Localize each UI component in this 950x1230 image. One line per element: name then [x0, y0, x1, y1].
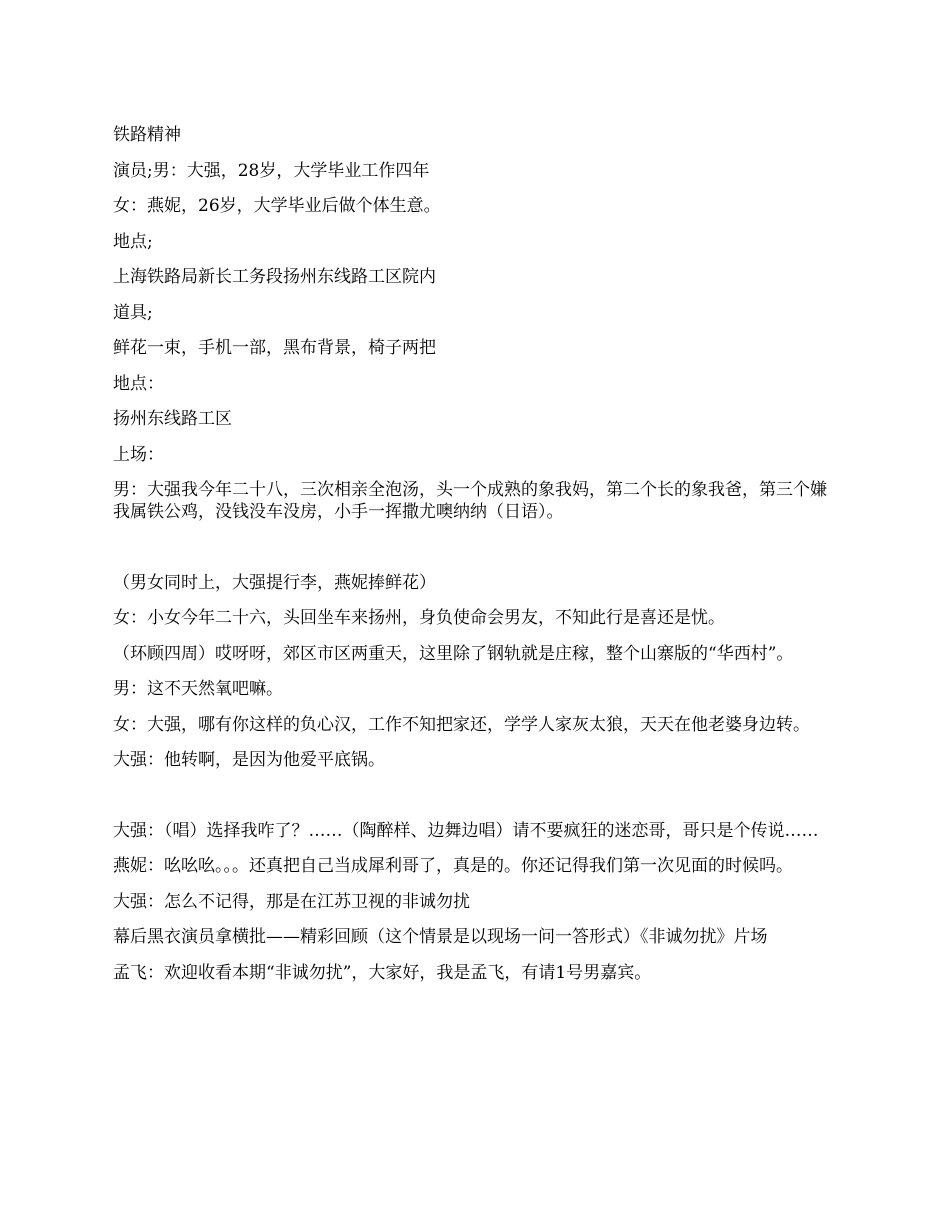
- location-text-2: 扬州东线路工区: [113, 409, 232, 429]
- location-heading-2: 地点：: [113, 373, 164, 394]
- cast-male: 演员;男：大强，28岁，大学毕业工作四年: [113, 160, 430, 181]
- props-text: 鲜花一束，手机一部，黑布背景，椅子两把: [113, 338, 436, 358]
- stage-direction: 幕后黑衣演员拿横批——精彩回顾（这个情景是以现场一问一答形式）《非诚勿扰》片场: [113, 927, 768, 947]
- document-title: 铁路精神: [113, 125, 181, 145]
- script-line: 女：小女今年二十六，头回坐车来扬州，身负使命会男友，不知此行是喜还是忧。: [113, 608, 725, 628]
- script-line: 女：大强，哪有你这样的负心汉，工作不知把家还，学学人家灰太狼，天天在他老婆身边转。: [113, 714, 810, 735]
- script-line: 孟飞：欢迎收看本期“非诚勿扰”，大家好，我是孟飞，有请1号男嘉宾。: [113, 962, 652, 983]
- stage-direction: （男女同时上，大强提行李，燕妮捧鲜花）: [113, 572, 436, 593]
- props-heading: 道具;: [113, 302, 153, 323]
- script-line: 男：大强我今年二十八，三次相亲全泡汤，头一个成熟的象我妈，第二个长的象我爸，第三个嫌我属铁公鸡，没钱没车没房，小手一挥撒尤噢纳纳（日语）。: [113, 480, 827, 522]
- entrance-heading: 上场：: [113, 444, 164, 465]
- script-line: 燕妮：吆吆吆。。。还真把自己当成犀利哥了，真是的。你还记得我们第一次见面的时候吗。: [113, 856, 793, 876]
- cast-female: 女：燕妮，26岁，大学毕业后做个体生意。: [113, 196, 441, 216]
- script-line: 大强：他转啊，是因为他爱平底锅。: [113, 750, 385, 770]
- script-line: （环顾四周）哎呀呀，郊区市区两重天，这里除了钢轨就是庄稼，整个山寨版的“华西村”。: [113, 643, 794, 664]
- script-line: 大强：（唱）选择我咋了？……（陶醉样、边舞边唱）请不要疯狂的迷恋哥，哥只是个传说……: [113, 820, 819, 841]
- location-text: 上海铁路局新长工务段扬州东线路工区院内: [113, 267, 436, 287]
- section-gap: [113, 537, 843, 572]
- script-line: 大强：怎么不记得，那是在江苏卫视的非诚勿扰: [113, 891, 470, 912]
- document-body: [113, 124, 843, 997]
- script-line: 男：这不天然氧吧嘛。: [113, 679, 283, 699]
- location-heading: 地点;: [113, 231, 153, 252]
- section-gap: [113, 785, 843, 820]
